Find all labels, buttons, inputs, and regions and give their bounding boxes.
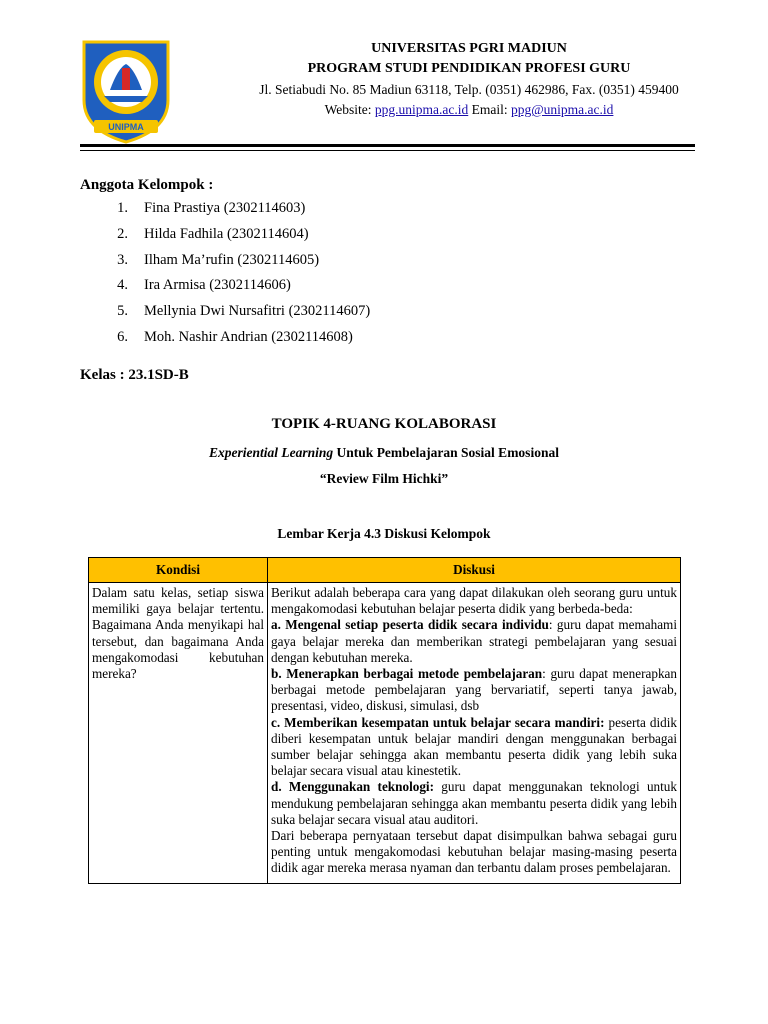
point-label: d. Menggunakan teknologi: [271,779,434,795]
point-text: guru dapat menggunakan teknologi untuk mendukung pembelajaran sehingga akan membantu peserta didik yang lebih suka belajar secara visual atau auditori. [271,779,677,827]
member-name: Mellynia Dwi Nursafitri (2302114607) [144,303,371,320]
topic-subtitle [0,445,768,461]
class-label: Kelas : 23.1SD-B [80,367,189,383]
list-item [80,225,370,251]
contact-line [170,102,768,118]
member-name: Hilda Fadhila (2302114604) [144,225,309,242]
discussion-table [88,557,681,884]
diskusi-point [271,617,677,666]
university-name: UNIVERSITAS PGRI MADIUN [371,41,567,56]
university-logo [80,38,172,144]
address-line: Jl. Setiabudi No. 85 Madiun 63118, Telp. (0351) 462986, Fax. (0351) 459400 [259,82,679,97]
point-text: peserta didik diberi kesempatan untuk belajar mandiri dengan menggunakan berbagai sumber belajar sehingga akan membantu peserta didik yang lebih suka belajar secara visual atau kinestetik. [271,714,677,779]
logo-label: UNIPMA [108,122,144,132]
table-header-row [89,558,681,583]
website-label: Website: [324,102,375,117]
list-item [80,302,370,328]
topic-title: TOPIK 4-RUANG KOLABORASI [271,416,497,432]
list-item [80,199,370,225]
list-item [80,251,370,277]
list-number: 4. [117,277,128,294]
diskusi-point [271,779,677,828]
subtitle-italic: Experiential Learning [209,445,334,460]
header-kondisi: Kondisi [89,558,268,583]
list-item [80,276,370,302]
member-name: Ira Armisa (2302114606) [144,277,291,294]
members-list [80,199,370,354]
list-number: 1. [117,200,128,216]
email-link[interactable]: ppg@unipma.ac.id [510,102,614,117]
email-label: Email: [468,102,511,117]
point-text: : guru dapat memahami gaya belajar mereka dan memberikan strategi pembelajaran yang sesuai dengan kebutuhan mereka. [271,617,677,665]
diskusi-point [271,666,677,715]
review-title: “Review Film Hichki” [319,471,449,486]
member-name: Ilham Ma’rufin (2302114605) [144,251,320,268]
kondisi-text: Dalam satu kelas, setiap siswa memiliki gaya belajar tertentu. Bagaimana Anda menyikapi hal tersebut, dan bagaimana Anda mengakomodasi kebutuhan mereka? [92,585,264,682]
letterhead-rule-thick [80,144,695,147]
diskusi-conclusion: Dari beberapa pernyataan tersebut dapat disimpulkan bahwa sebagai guru penting untuk mengakomodasi kebutuhan belajar masing-masing peserta didik agar mereka merasa nyaman dan terbantu dalam proses pembelajaran. [271,828,677,876]
diskusi-intro: Berikut adalah beberapa cara yang dapat dilakukan oleh seorang guru untuk mengakomodasi kebutuhan belajar peserta didik yang berbeda-beda: [271,585,677,617]
table-row [89,583,681,884]
members-heading: Anggota Kelompok : [80,177,214,193]
subtitle-rest: Untuk Pembelajaran Sosial Emosional [333,445,559,460]
list-item [80,328,370,354]
list-number: 2. [117,225,128,242]
list-number: 5. [117,303,128,320]
list-number: 3. [117,251,128,268]
list-number: 6. [117,328,128,345]
diskusi-point [271,715,677,780]
point-label: c. Memberikan kesempatan untuk belajar secara mandiri: [271,714,605,730]
letterhead-rule-thin [80,150,695,151]
program-name: PROGRAM STUDI PENDIDIKAN PROFESI GURU [307,61,631,76]
point-label: a. Mengenal setiap peserta didik secara individu [271,617,549,633]
header-diskusi: Diskusi [268,558,681,583]
kondisi-cell [89,583,268,884]
worksheet-title: Lembar Kerja 4.3 Diskusi Kelompok [277,526,491,541]
diskusi-cell [268,583,681,884]
point-text: : guru dapat menerapkan berbagai metode pembelajaran yang bervariatif, seperti tanya jawab, presentasi, video, diskusi, simulasi, dsb [271,666,677,714]
website-link[interactable]: ppg.unipma.ac.id [374,102,469,117]
member-name: Fina Prastiya (2302114603) [144,200,306,216]
point-label: b. Menerapkan berbagai metode pembelajaran [271,666,543,682]
member-name: Moh. Nashir Andrian (2302114608) [144,328,353,345]
